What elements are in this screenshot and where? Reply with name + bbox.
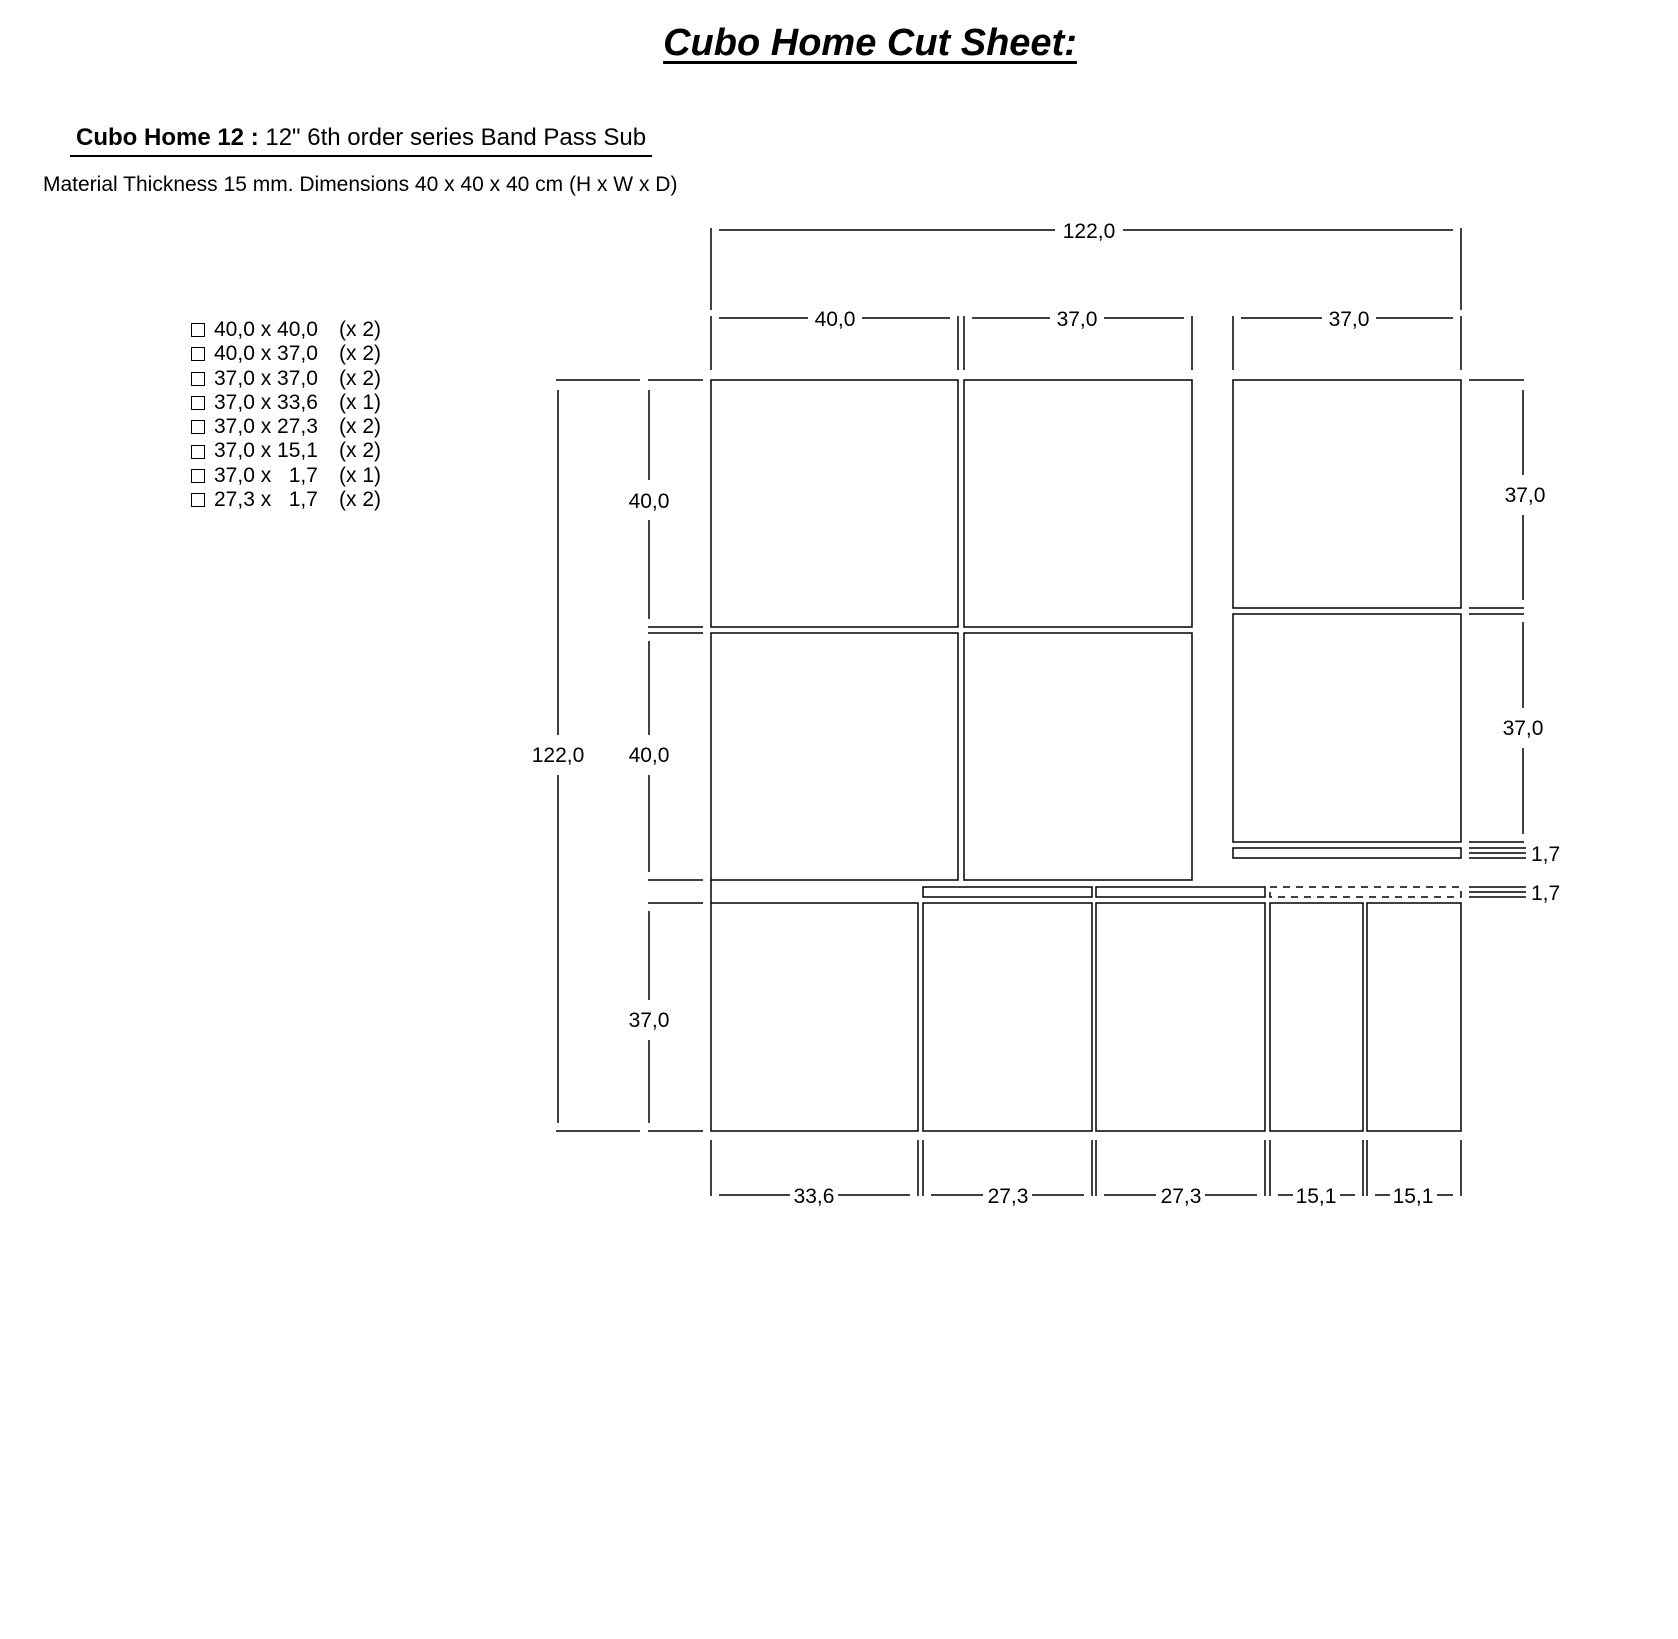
cut-qty: (x 2) bbox=[339, 439, 381, 463]
panel-37x33.6 bbox=[711, 903, 918, 1131]
panel-37x1.7-strip bbox=[1233, 848, 1461, 858]
cut-dims: 40,0 x 37,0 bbox=[214, 342, 318, 366]
cut-qty: (x 2) bbox=[339, 342, 381, 366]
cut-dims: 37,0 x 1,7 bbox=[214, 463, 318, 487]
label-right-row2: 37,0 bbox=[1502, 717, 1544, 740]
subtitle-model: Cubo Home 12 : bbox=[76, 124, 259, 151]
label-bottom-5: 15,1 bbox=[1392, 1185, 1434, 1208]
cut-qty: (x 2) bbox=[339, 488, 381, 512]
panel-37x27.3 bbox=[923, 903, 1092, 1131]
label-bottom-3: 27,3 bbox=[1160, 1185, 1202, 1208]
cut-dims: 37,0 x 15,1 bbox=[214, 439, 318, 463]
label-top-col3: 37,0 bbox=[1328, 308, 1370, 331]
label-bottom-1: 33,6 bbox=[793, 1185, 835, 1208]
dimension-labels bbox=[532, 220, 1560, 1208]
cut-dims: 37,0 x 27,3 bbox=[214, 415, 318, 439]
panel-27.3x1.7-strip bbox=[923, 887, 1092, 897]
label-bottom-4: 15,1 bbox=[1295, 1185, 1337, 1208]
label-left-row2: 40,0 bbox=[628, 744, 670, 767]
label-right-strip2: 1,7 bbox=[1531, 882, 1561, 905]
cut-qty: (x 2) bbox=[339, 366, 381, 390]
label-left-total: 122,0 bbox=[531, 744, 585, 767]
panel-37x27.3 bbox=[1096, 903, 1265, 1131]
offcut-strip-dashed bbox=[1270, 887, 1461, 897]
cut-dims: 40,0 x 40,0 bbox=[214, 318, 318, 341]
cut-qty: (x 1) bbox=[339, 390, 381, 414]
label-left-row1: 40,0 bbox=[628, 490, 670, 513]
label-right-row1: 37,0 bbox=[1504, 484, 1546, 507]
dim-right-rows bbox=[1469, 380, 1526, 897]
cut-dims: 27,3 x 1,7 bbox=[214, 488, 318, 512]
label-bottom-2: 27,3 bbox=[987, 1185, 1029, 1208]
panel-27.3x1.7-strip bbox=[1096, 887, 1265, 897]
panel-40x37 bbox=[964, 633, 1192, 880]
cut-qty: (x 2) bbox=[339, 415, 381, 439]
panel-40x40 bbox=[711, 380, 958, 627]
panel-37x37 bbox=[1233, 380, 1461, 608]
panel-40x40 bbox=[711, 633, 958, 880]
panel-40x37 bbox=[964, 380, 1192, 627]
cut-dims: 37,0 x 37,0 bbox=[214, 366, 318, 390]
page-title: Cubo Home Cut Sheet: bbox=[663, 22, 1077, 64]
label-top-col2: 37,0 bbox=[1056, 308, 1098, 331]
panel-37x37 bbox=[1233, 614, 1461, 842]
panels bbox=[711, 380, 1461, 1131]
cut-dims: 37,0 x 33,6 bbox=[214, 390, 318, 414]
cut-qty: (x 2) bbox=[339, 318, 381, 341]
label-top-col1: 40,0 bbox=[814, 308, 856, 331]
panel-37x15.1 bbox=[1367, 903, 1461, 1131]
material-spec: Material Thickness 15 mm. Dimensions 40 x 40 x 40 cm (H x W x D) bbox=[43, 173, 678, 196]
label-top-total: 122,0 bbox=[1062, 220, 1116, 243]
panel-37x15.1 bbox=[1270, 903, 1363, 1131]
cut-qty: (x 1) bbox=[339, 463, 381, 487]
subtitle-description: 12" 6th order series Band Pass Sub bbox=[258, 124, 647, 151]
label-left-row3: 37,0 bbox=[628, 1009, 670, 1032]
label-right-strip1: 1,7 bbox=[1531, 843, 1561, 866]
